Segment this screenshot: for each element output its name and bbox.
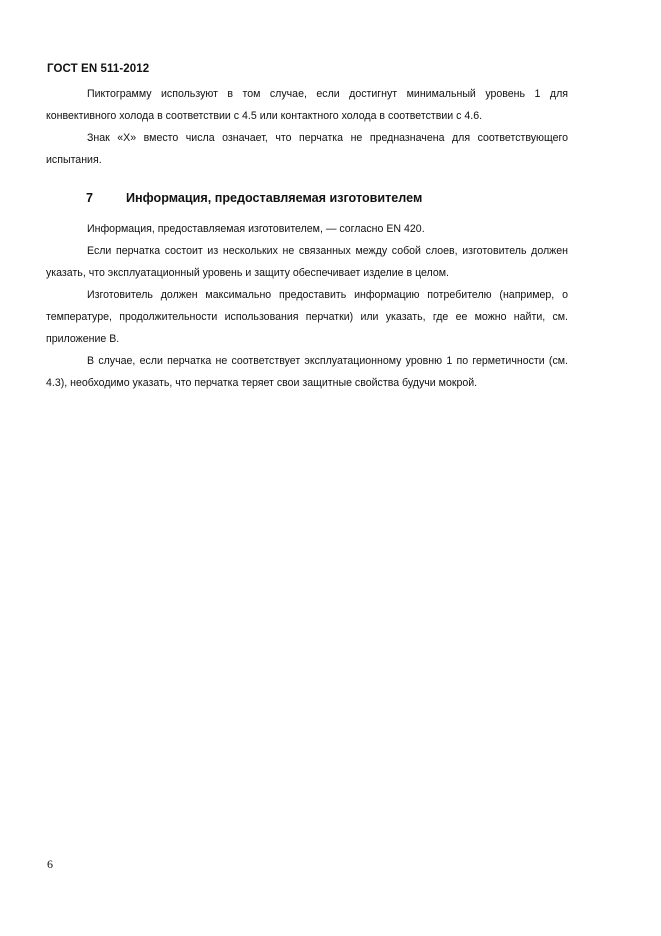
intro-text-block [46,83,568,171]
paragraph: В случае, если перчатка не соответствует эксплуатационному уровню 1 по герметичности (см. 4.3), необходимо указать, что перчатка теряет свои защитные свойства будучи мокрой. [46,355,568,389]
paragraph: Если перчатка состоит из нескольких не связанных между собой слоев, изготовитель должен указать, что эксплуатационный уровень и защиту обеспечивает изделие в целом. [46,245,568,279]
document-header: ГОСТ EN 511-2012 [47,63,150,75]
paragraph: Знак «Х» вместо числа означает, что перчатка не предназначена для соответствующего испытания. [46,132,568,166]
section-number: 7 [86,191,94,205]
section-heading [86,191,422,205]
paragraph: Пиктограмму используют в том случае, если достигнут минимальный уровень 1 для конвективного холода в соответствии с 4.5 или контактного холода в соответствии с 4.6. [46,88,568,122]
page-number: 6 [47,857,53,871]
section-title: Информация, предоставляемая изготовителем [126,191,423,205]
paragraph: Информация, предоставляемая изготовителем, — согласно EN 420. [87,223,425,235]
section-text-block [46,218,568,394]
paragraph: Изготовитель должен максимально предоставить информацию потребителю (например, о температуре, продолжительности использования перчатки) или указать, где ее можно найти, см. приложение В. [46,289,568,345]
